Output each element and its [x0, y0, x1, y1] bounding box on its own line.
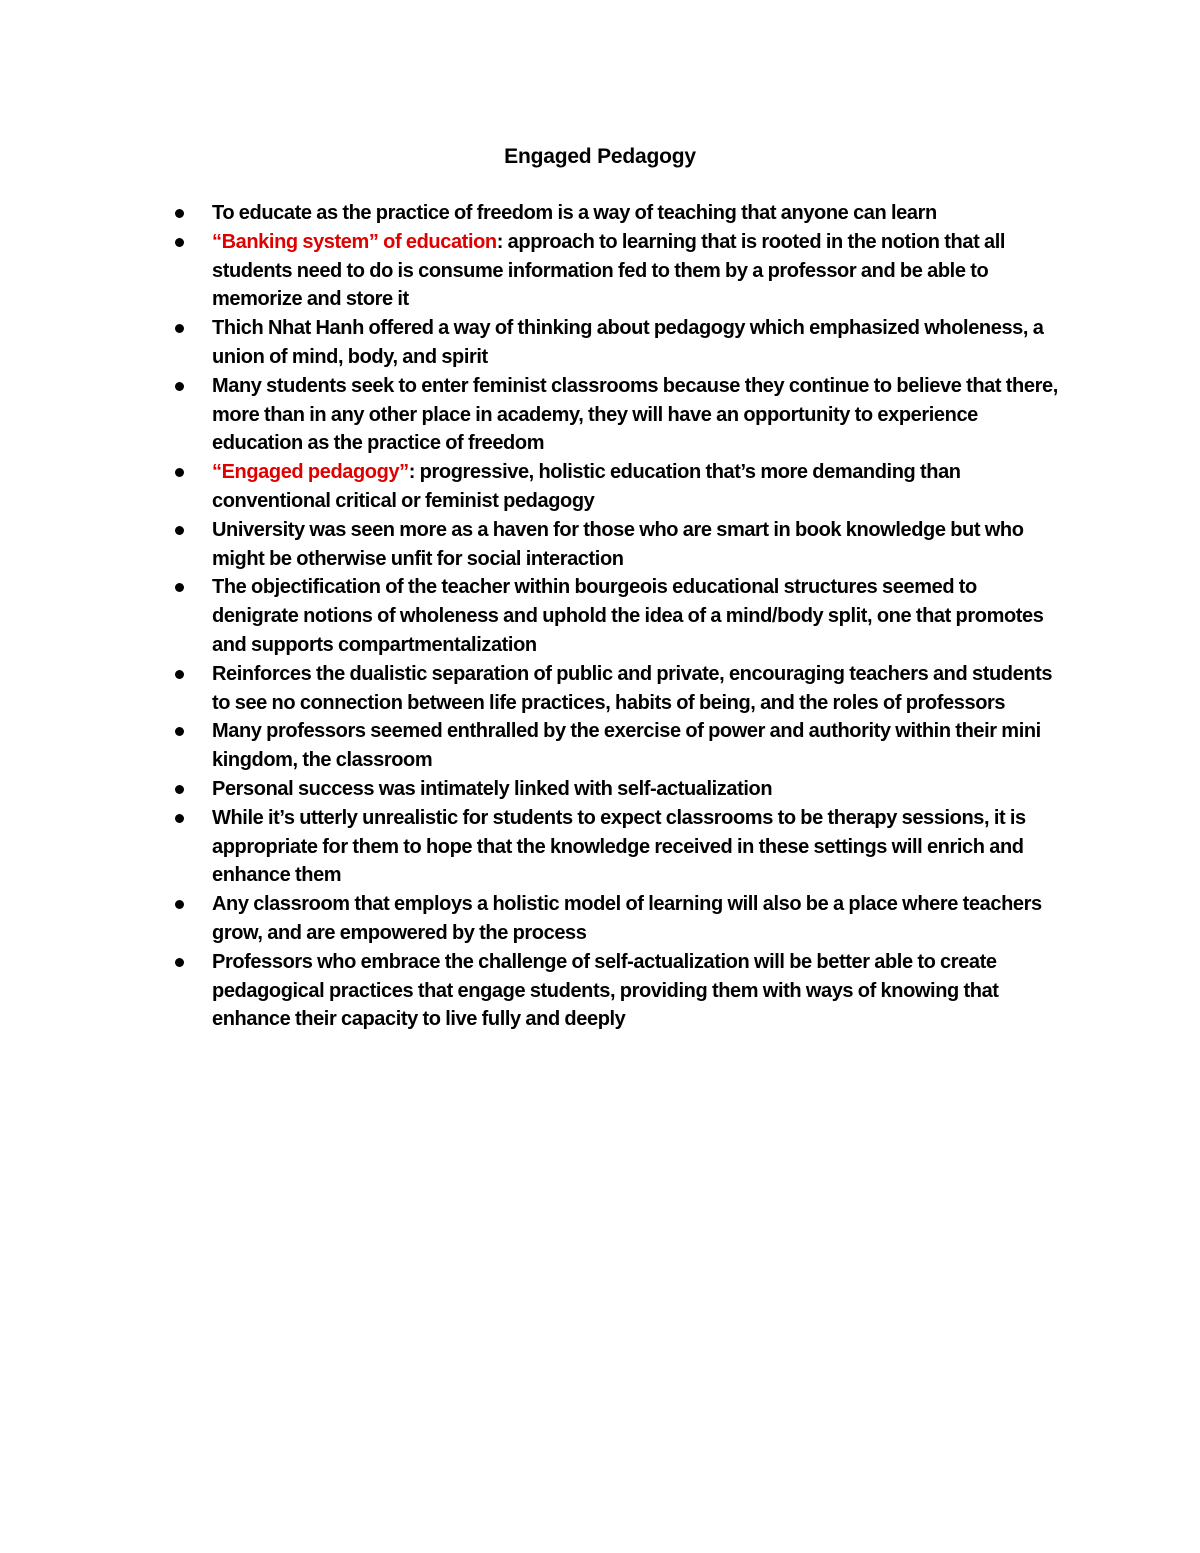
bullet-item: [212, 458, 1062, 516]
bullet-text: Many students seek to enter feminist classrooms because they continue to believe that there, more than in any other place in academy, they will have an opportunity to experience education as the practice of freedom: [212, 374, 1058, 455]
bullet-text: : progressive, holistic education that’s more demanding than conventional critical or feminist pedagogy: [212, 461, 961, 512]
bullet-item: [212, 948, 1062, 1034]
bullet-item: [212, 199, 1062, 228]
bullet-dot-icon: [175, 238, 184, 247]
bullet-term: “Engaged pedagogy”: [212, 461, 409, 484]
bullet-item: [212, 717, 1062, 775]
bullet-item: [212, 890, 1062, 948]
bullet-dot-icon: [175, 670, 184, 679]
bullet-item: [212, 660, 1062, 718]
bullet-item: [212, 775, 1062, 804]
bullet-item: [212, 573, 1062, 659]
bullet-item: [212, 804, 1062, 890]
bullet-text: The objectification of the teacher within bourgeois educational structures seemed to denigrate notions of wholeness and uphold the idea of a mind/body split, one that promotes and supports compartmentalization: [212, 576, 1044, 656]
bullet-text: Personal success was intimately linked with self-actualization: [212, 777, 773, 800]
document-title: Engaged Pedagogy: [504, 145, 696, 168]
bullet-dot-icon: [175, 324, 184, 333]
bullet-text: Thich Nhat Hanh offered a way of thinking about pedagogy which emphasized wholeness, a union of mind, body, and spirit: [212, 317, 1044, 368]
bullet-dot-icon: [175, 583, 184, 592]
bullet-text: Reinforces the dualistic separation of public and private, encouraging teachers and students to see no connection between life practices, habits of being, and the roles of professors: [212, 662, 1053, 714]
bullet-text: While it’s utterly unrealistic for students to expect classrooms to be therapy sessions, it is appropriate for them to hope that the knowledge received in these settings will enrich and enhance them: [212, 806, 1026, 887]
bullet-text: University was seen more as a haven for those who are smart in book knowledge but who might be otherwise unfit for social interaction: [212, 518, 1024, 570]
bullet-term: “Banking system” of education: [212, 230, 497, 253]
bullet-text: : approach to learning that is rooted in the notion that all students need to do is consume information fed to them by a professor and be able to memorize and store it: [212, 230, 1006, 311]
bullet-item: [212, 314, 1062, 372]
bullet-text: Many professors seemed enthralled by the exercise of power and authority within their mini kingdom, the classroom: [212, 720, 1041, 772]
bullet-dot-icon: [175, 958, 184, 967]
bullet-dot-icon: [175, 900, 184, 909]
bullet-dot-icon: [175, 468, 184, 477]
bullet-list: [212, 199, 1062, 1034]
bullet-text: Any classroom that employs a holistic model of learning will also be a place where teachers grow, and are empowered by the process: [212, 893, 1042, 944]
bullet-dot-icon: [175, 209, 184, 218]
bullet-dot-icon: [175, 814, 184, 823]
bullet-item: [212, 372, 1062, 458]
bullet-text: To educate as the practice of freedom is a way of teaching that anyone can learn: [212, 202, 937, 224]
bullet-dot-icon: [175, 382, 184, 391]
bullet-dot-icon: [175, 727, 184, 736]
bullet-dot-icon: [175, 526, 184, 535]
bullet-item: [212, 516, 1062, 574]
bullet-dot-icon: [175, 785, 184, 794]
bullet-text: Professors who embrace the challenge of self-actualization will be better able to create pedagogical practices that engage students, providing them with ways of knowing that enhance their capacity to live fully and deeply: [212, 950, 999, 1031]
bullet-item: [212, 228, 1062, 314]
